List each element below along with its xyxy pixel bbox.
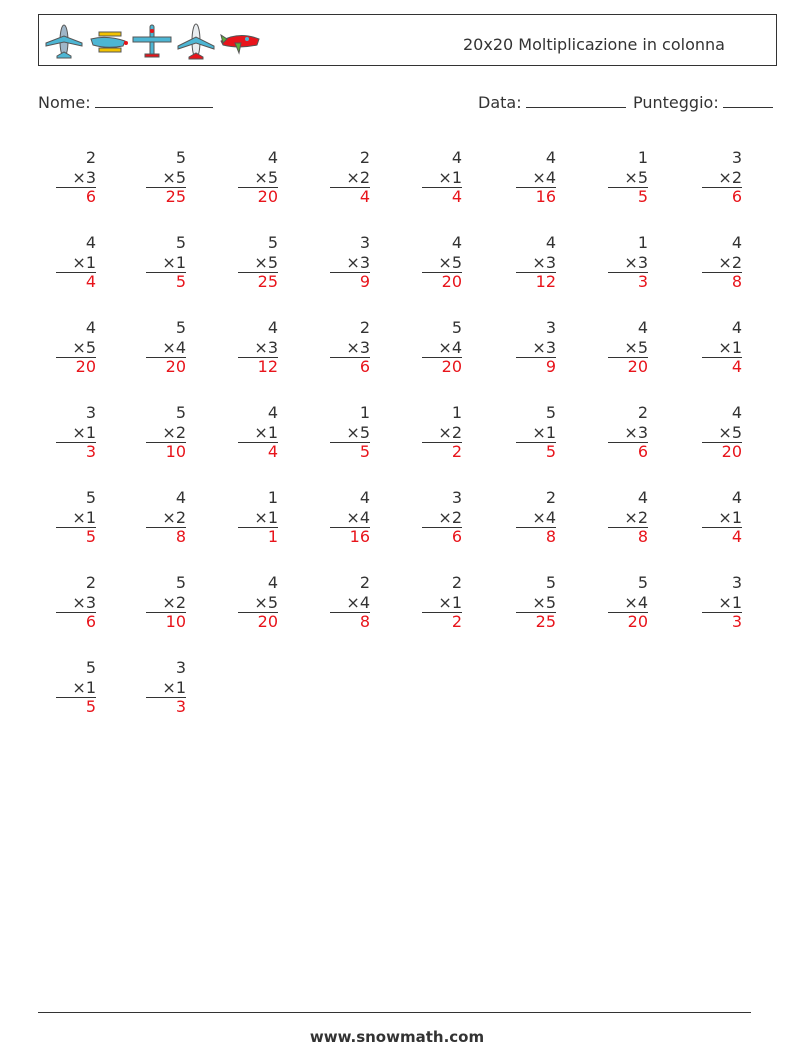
problem — [146, 573, 186, 632]
multiplicand: 3 — [175, 658, 186, 677]
problem — [238, 488, 278, 547]
answer: 4 — [238, 442, 278, 462]
problem — [238, 148, 278, 207]
multiplicand: 4 — [731, 403, 742, 422]
problem — [56, 318, 96, 377]
answer: 2 — [422, 612, 462, 632]
multiplicand: 5 — [545, 403, 556, 422]
score-label: Punteggio: — [633, 93, 719, 112]
airplane-icon — [43, 21, 85, 61]
answer: 5 — [56, 697, 96, 717]
answer: 10 — [146, 442, 186, 462]
problem — [56, 658, 96, 717]
multiplicand: 2 — [359, 573, 370, 592]
problem — [56, 403, 96, 462]
answer: 4 — [702, 357, 742, 377]
answer: 8 — [516, 527, 556, 547]
answer: 20 — [146, 357, 186, 377]
multiplier: ×1 — [72, 677, 96, 697]
problem — [56, 488, 96, 547]
multiplicand: 2 — [85, 573, 96, 592]
multiplier: ×3 — [254, 337, 278, 357]
multiplier: ×1 — [72, 252, 96, 272]
multiplier: ×4 — [438, 337, 462, 357]
multiplier: ×4 — [532, 507, 556, 527]
problem — [56, 573, 96, 632]
multiplicand: 4 — [637, 318, 648, 337]
multiplier: ×1 — [254, 507, 278, 527]
multiplicand: 4 — [545, 233, 556, 252]
multiplier: ×3 — [532, 252, 556, 272]
multiplier: ×1 — [438, 592, 462, 612]
problem — [146, 148, 186, 207]
worksheet-title: 20x20 Moltiplicazione in colonna — [463, 35, 725, 54]
multiplier: ×5 — [624, 167, 648, 187]
problem — [608, 488, 648, 547]
problem — [608, 573, 648, 632]
multiplier: ×2 — [438, 422, 462, 442]
answer: 4 — [56, 272, 96, 292]
problem — [702, 148, 742, 207]
multiplicand: 1 — [637, 233, 648, 252]
multiplier: ×1 — [718, 337, 742, 357]
multiplicand: 2 — [451, 573, 462, 592]
multiplicand: 5 — [175, 148, 186, 167]
problem — [238, 233, 278, 292]
problem — [330, 233, 370, 292]
multiplicand: 2 — [545, 488, 556, 507]
problem — [702, 318, 742, 377]
multiplier: ×3 — [72, 592, 96, 612]
answer: 12 — [238, 357, 278, 377]
problem — [702, 573, 742, 632]
problem — [422, 318, 462, 377]
multiplier: ×5 — [346, 422, 370, 442]
multiplicand: 3 — [85, 403, 96, 422]
problem — [330, 318, 370, 377]
multiplicand: 2 — [359, 148, 370, 167]
multiplicand: 4 — [451, 148, 462, 167]
multiplicand: 4 — [267, 318, 278, 337]
footer-divider — [38, 1012, 751, 1013]
date-field — [478, 93, 626, 112]
multiplicand: 4 — [267, 403, 278, 422]
multiplicand: 1 — [451, 403, 462, 422]
answer: 6 — [56, 187, 96, 207]
multiplier: ×4 — [346, 507, 370, 527]
multiplicand: 5 — [267, 233, 278, 252]
biplane-icon — [87, 21, 129, 61]
problem — [330, 148, 370, 207]
problem — [330, 403, 370, 462]
multiplier: ×1 — [72, 507, 96, 527]
multiplicand: 2 — [85, 148, 96, 167]
answer: 5 — [330, 442, 370, 462]
answer: 3 — [702, 612, 742, 632]
problem — [516, 403, 556, 462]
multiplier: ×4 — [346, 592, 370, 612]
score-field — [633, 93, 773, 112]
problem — [608, 233, 648, 292]
multiplier: ×2 — [162, 592, 186, 612]
answer: 8 — [146, 527, 186, 547]
answer: 3 — [56, 442, 96, 462]
answer: 20 — [422, 357, 462, 377]
multiplier: ×4 — [532, 167, 556, 187]
problem — [56, 233, 96, 292]
problem — [330, 573, 370, 632]
problem — [146, 403, 186, 462]
multiplier: ×5 — [72, 337, 96, 357]
answer: 1 — [238, 527, 278, 547]
multiplicand: 5 — [175, 573, 186, 592]
answer: 4 — [702, 527, 742, 547]
answer: 4 — [422, 187, 462, 207]
multiplicand: 3 — [545, 318, 556, 337]
multiplicand: 4 — [267, 573, 278, 592]
multiplicand: 5 — [175, 233, 186, 252]
name-field — [38, 93, 213, 112]
multiplicand: 5 — [175, 318, 186, 337]
multiplier: ×2 — [718, 252, 742, 272]
problem — [516, 233, 556, 292]
date-label: Data: — [478, 93, 522, 112]
answer: 20 — [608, 357, 648, 377]
multiplier: ×1 — [162, 677, 186, 697]
multiplicand: 5 — [85, 488, 96, 507]
multiplicand: 4 — [451, 233, 462, 252]
multiplier: ×3 — [624, 422, 648, 442]
multiplicand: 4 — [731, 233, 742, 252]
multiplier: ×5 — [718, 422, 742, 442]
problem — [56, 148, 96, 207]
answer: 12 — [516, 272, 556, 292]
multiplier: ×3 — [346, 252, 370, 272]
answer: 5 — [56, 527, 96, 547]
multiplicand: 4 — [731, 488, 742, 507]
multiplier: ×2 — [162, 422, 186, 442]
date-blank[interactable] — [526, 93, 626, 108]
problem — [238, 573, 278, 632]
problem — [238, 403, 278, 462]
multiplicand: 4 — [731, 318, 742, 337]
multiplier: ×4 — [162, 337, 186, 357]
answer: 20 — [608, 612, 648, 632]
problem — [702, 403, 742, 462]
multiplicand: 1 — [267, 488, 278, 507]
answer: 5 — [146, 272, 186, 292]
multiplier: ×2 — [718, 167, 742, 187]
answer: 25 — [146, 187, 186, 207]
multiplier: ×5 — [254, 592, 278, 612]
multiplicand: 3 — [731, 573, 742, 592]
multiplier: ×1 — [254, 422, 278, 442]
answer: 25 — [238, 272, 278, 292]
multiplier: ×1 — [718, 507, 742, 527]
problem — [608, 318, 648, 377]
multiplier: ×3 — [532, 337, 556, 357]
problem — [422, 573, 462, 632]
multiplier: ×1 — [72, 422, 96, 442]
multiplier: ×2 — [624, 507, 648, 527]
answer: 6 — [422, 527, 462, 547]
problem — [516, 573, 556, 632]
multiplicand: 4 — [545, 148, 556, 167]
answer: 6 — [56, 612, 96, 632]
multiplicand: 5 — [175, 403, 186, 422]
problem — [422, 488, 462, 547]
name-label: Nome: — [38, 93, 91, 112]
multiplicand: 4 — [175, 488, 186, 507]
answer: 6 — [330, 357, 370, 377]
header-illustrations — [43, 21, 261, 61]
problem — [422, 148, 462, 207]
answer: 5 — [516, 442, 556, 462]
answer: 20 — [238, 187, 278, 207]
multiplier: ×3 — [346, 337, 370, 357]
multiplicand: 2 — [359, 318, 370, 337]
problem — [330, 488, 370, 547]
answer: 16 — [330, 527, 370, 547]
multiplier: ×1 — [718, 592, 742, 612]
plane-icon — [219, 21, 261, 61]
multiplier: ×3 — [72, 167, 96, 187]
answer: 8 — [702, 272, 742, 292]
multiplicand: 5 — [637, 573, 648, 592]
answer: 9 — [330, 272, 370, 292]
problem — [608, 403, 648, 462]
answer: 3 — [608, 272, 648, 292]
multiplicand: 4 — [637, 488, 648, 507]
multiplier: ×5 — [254, 252, 278, 272]
answer: 5 — [608, 187, 648, 207]
multiplier: ×5 — [438, 252, 462, 272]
multiplicand: 1 — [359, 403, 370, 422]
footer-url: www.snowmath.com — [309, 1028, 485, 1046]
answer: 16 — [516, 187, 556, 207]
multiplicand: 3 — [359, 233, 370, 252]
problem — [516, 488, 556, 547]
answer: 8 — [608, 527, 648, 547]
multiplier: ×1 — [162, 252, 186, 272]
multiplicand: 3 — [451, 488, 462, 507]
problem — [146, 658, 186, 717]
multiplicand: 4 — [85, 318, 96, 337]
answer: 8 — [330, 612, 370, 632]
answer: 4 — [330, 187, 370, 207]
problem — [422, 403, 462, 462]
problem — [146, 318, 186, 377]
problem — [702, 488, 742, 547]
problem — [516, 318, 556, 377]
answer: 20 — [422, 272, 462, 292]
answer: 3 — [146, 697, 186, 717]
problem — [608, 148, 648, 207]
multiplicand: 4 — [359, 488, 370, 507]
answer: 6 — [608, 442, 648, 462]
multiplier: ×2 — [346, 167, 370, 187]
multiplier: ×1 — [438, 167, 462, 187]
answer: 10 — [146, 612, 186, 632]
name-blank[interactable] — [95, 93, 213, 108]
problem — [146, 233, 186, 292]
answer: 2 — [422, 442, 462, 462]
answer: 20 — [238, 612, 278, 632]
multiplicand: 5 — [85, 658, 96, 677]
problem — [516, 148, 556, 207]
airplane-icon — [175, 21, 217, 61]
multiplicand: 5 — [545, 573, 556, 592]
multiplier: ×2 — [438, 507, 462, 527]
worksheet-header — [38, 14, 777, 66]
answer: 20 — [702, 442, 742, 462]
score-blank[interactable] — [723, 93, 773, 108]
answer: 25 — [516, 612, 556, 632]
multiplicand: 2 — [637, 403, 648, 422]
multiplier: ×3 — [624, 252, 648, 272]
answer: 20 — [56, 357, 96, 377]
multiplier: ×1 — [532, 422, 556, 442]
answer: 9 — [516, 357, 556, 377]
airplane-icon — [131, 21, 173, 61]
problem — [238, 318, 278, 377]
multiplier: ×2 — [162, 507, 186, 527]
answer: 6 — [702, 187, 742, 207]
multiplier: ×5 — [254, 167, 278, 187]
multiplier: ×4 — [624, 592, 648, 612]
multiplier: ×5 — [532, 592, 556, 612]
multiplicand: 4 — [85, 233, 96, 252]
multiplicand: 4 — [267, 148, 278, 167]
multiplier: ×5 — [162, 167, 186, 187]
problem — [146, 488, 186, 547]
problem — [422, 233, 462, 292]
problem — [702, 233, 742, 292]
multiplicand: 1 — [637, 148, 648, 167]
multiplier: ×5 — [624, 337, 648, 357]
multiplicand: 5 — [451, 318, 462, 337]
multiplicand: 3 — [731, 148, 742, 167]
